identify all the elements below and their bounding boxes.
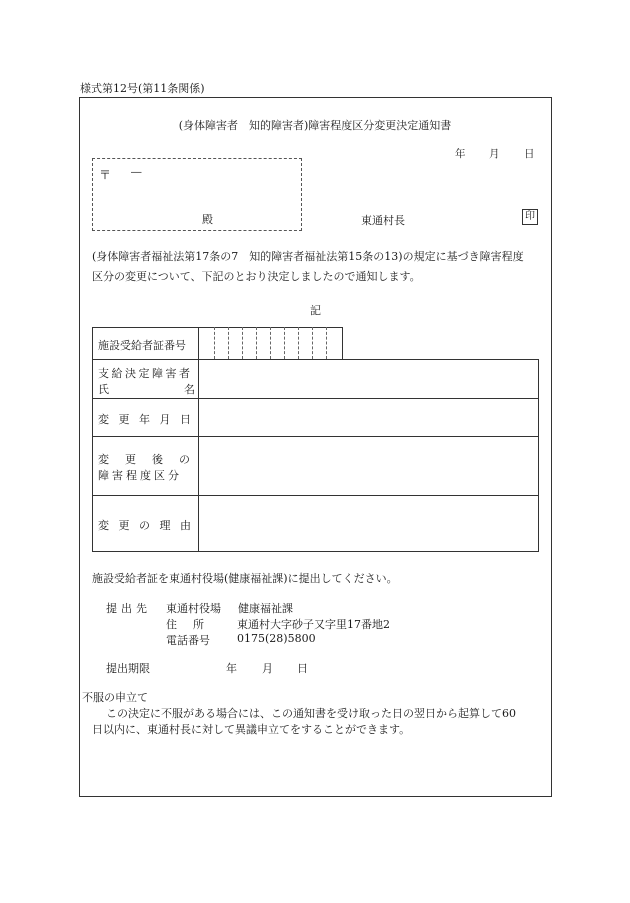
form-number-label: 様式第12号(第11条関係) xyxy=(80,82,205,95)
recipient-name-label-ji-1: 氏 xyxy=(98,383,109,396)
digit-divider xyxy=(214,327,215,359)
row-divider xyxy=(92,495,539,496)
date-year-label: 年 xyxy=(455,148,466,160)
row-divider xyxy=(92,398,539,399)
row-divider xyxy=(92,436,539,437)
document-title: (身体障害者 知的障害者)障害程度区分変更決定通知書 xyxy=(178,119,452,132)
after-change-label-2: 障害程度区分 xyxy=(98,469,182,482)
submission-office: 東通村役場 xyxy=(166,602,221,615)
digit-divider xyxy=(298,327,299,359)
digit-divider xyxy=(284,327,285,359)
address-value: 東通村大字砂子又字里17番地2 xyxy=(237,618,390,631)
after-change-label-1: 変更後の xyxy=(98,453,206,466)
recipient-honorific: 殿 xyxy=(202,213,213,226)
phone-value: 0175(28)5800 xyxy=(237,632,316,645)
postal-code-dash: ― xyxy=(131,166,142,178)
issuer-mayor: 東通村長 xyxy=(361,214,405,227)
objection-text-line-1: この決定に不服がある場合には、この通知書を受け取った日の翌日から起算して60 xyxy=(106,707,516,720)
submission-department: 健康福祉課 xyxy=(238,602,293,615)
phone-label: 電話番号 xyxy=(166,634,210,647)
address-label: 住所 xyxy=(166,618,220,631)
seal-icon: 印 xyxy=(522,209,538,225)
deadline-day-label: 日 xyxy=(297,662,308,675)
body-text-line-1: (身体障害者福祉法第17条の7 知的障害者福祉法第15条の13)の規定に基づき障害程度 xyxy=(92,250,524,263)
postal-mark-icon: 〒 xyxy=(99,168,112,182)
change-date-label: 変更年月日 xyxy=(98,413,201,426)
digit-divider xyxy=(256,327,257,359)
deadline-year-label: 年 xyxy=(226,662,237,675)
digit-divider xyxy=(270,327,271,359)
ki-heading: 記 xyxy=(310,304,321,317)
submission-destination-label: 提出先 xyxy=(106,602,151,615)
objection-title: 不服の申立て xyxy=(82,691,148,704)
reason-label: 変更の理由 xyxy=(98,519,201,532)
date-day-label: 日 xyxy=(524,148,535,160)
deadline-month-label: 月 xyxy=(262,662,273,675)
date-month-label: 月 xyxy=(489,148,500,160)
cert-number-label: 施設受給者証番号 xyxy=(98,339,186,352)
submission-notice: 施設受給者証を東通村役場(健康福祉課)に提出してください。 xyxy=(92,572,398,585)
body-text-line-2: 区分の変更について、下記のとおり決定しましたので通知します。 xyxy=(92,270,421,283)
deadline-label: 提出期限 xyxy=(106,662,150,675)
recipient-name-label-ji-2: 名 xyxy=(184,383,195,396)
digit-divider xyxy=(326,327,327,359)
digit-divider xyxy=(242,327,243,359)
recipient-address-box xyxy=(92,158,302,231)
digit-divider xyxy=(312,327,313,359)
objection-text-line-2: 日以内に、東通村長に対して異議申立てをすることができます。 xyxy=(92,723,411,736)
digit-divider xyxy=(228,327,229,359)
recipient-name-label: 支給決定障害者 xyxy=(98,367,193,380)
